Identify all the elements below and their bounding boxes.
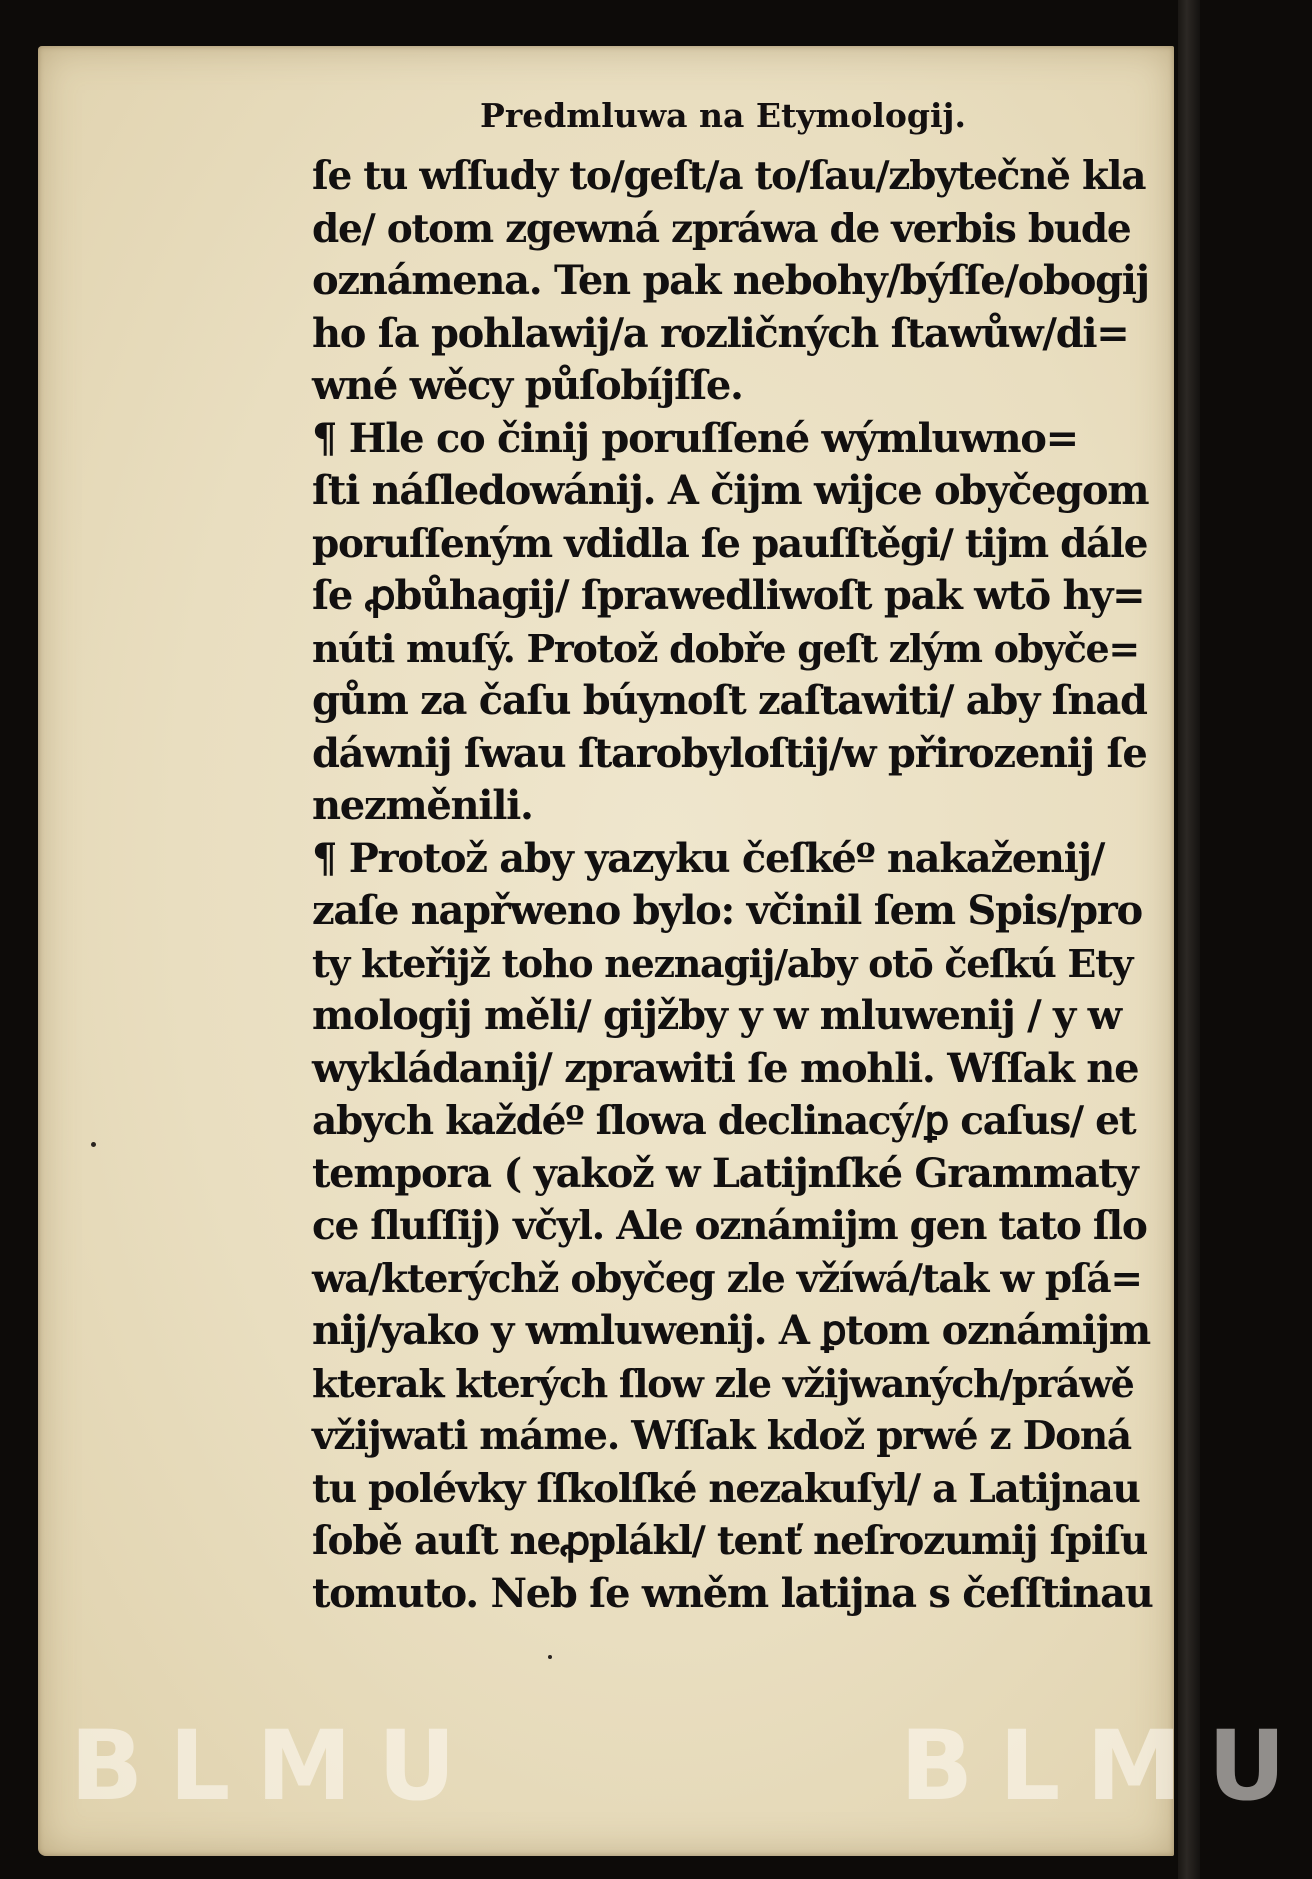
text-line: abych každéº ſlowa declinacý/ꝑ caſus/ et (312, 1098, 1136, 1144)
text-line: ſobě auſt neꝓplákl/ tenť neſrozumij ſpiſu (312, 1518, 1148, 1564)
ink-speck (548, 1655, 552, 1659)
text-line: tempora ( yakož w Latijnſké Grammaty (312, 1149, 1138, 1197)
text-line: tomuto. Neb ſe wněm latijna s čeſſtinau (312, 1569, 1153, 1617)
ink-speck (91, 1142, 96, 1147)
text-line: ſti náſledowánij. A čijm wijce obyčegom (312, 467, 1149, 514)
text-line: nij/yako y wmluwenij. A ꝑtom oznámijm (312, 1307, 1150, 1354)
text-line: de/ otom zgewná zpráwa de verbis bude (312, 205, 1131, 252)
text-line: ¶ Hle co činij poruſſené wýmluwno= (312, 414, 1078, 462)
text-line: wa/kterýchž obyčeg zle vžíwá/tak w pſá= (312, 1255, 1142, 1302)
library-watermark-right: BLMU (900, 1710, 1312, 1822)
text-line: wné wěcy půſobíjſſe. (312, 362, 743, 409)
text-line: ¶ Protož aby yazyku čeſkéº nakaženij/ (312, 834, 1105, 882)
text-line: mologij měli/ gijžby y w mluwenij / y w (312, 992, 1121, 1039)
text-line: zaſe napřweno bylo: včinil ſem Spis/pro (312, 887, 1142, 934)
text-line: dáwnij ſwau ſtarobyloſtij/w přirozenij ſe (312, 729, 1147, 777)
text-line: wykládanij/ zprawiti ſe mohli. Wſſak ne (312, 1044, 1139, 1092)
text-line: gům za čaſu búynoſt zaſtawiti/ aby ſnad (312, 677, 1147, 724)
text-line: nezměnili. (312, 782, 533, 829)
text-line: ce ſluſſij) včyl. Ale oznámijm gen tato ſlo (312, 1203, 1147, 1249)
library-watermark-left: BLMU (70, 1710, 482, 1822)
text-line: ſe tu wſſudy to/geſt/a to/ſau/zbytečně kla (312, 153, 1146, 199)
text-line: kterak kterých ſlow zle vžijwaných/práwě (312, 1360, 1134, 1406)
text-line: ty kteřijž toho neznagij/aby otō čeſkú Ety (312, 940, 1133, 986)
text-line: núti muſý. Protož dobře geſt zlým obyče= (312, 625, 1139, 671)
body-text (312, 150, 1152, 1620)
running-header: Predmluwa na Etymologij. (480, 96, 966, 135)
text-line: tu polévky ſſkolſké nezakuſyl/ a Latijnau (312, 1465, 1140, 1512)
text-line: vžijwati máme. Wſſak kdož prwé z Doná (312, 1413, 1131, 1459)
text-line: ſe ꝓbůhagij/ ſprawedliwoſt pak wtō hy= (312, 572, 1145, 619)
text-line: poruſſeným vdidla ſe pauſſtěgi/ tijm dále (312, 520, 1148, 567)
text-line: oznámena. Ten pak nebohy/býſſe/obogij (312, 257, 1149, 304)
scan-edge (1178, 0, 1200, 1879)
text-line: ho ſa pohlawij/a rozličných ſtawůw/di= (312, 309, 1129, 357)
